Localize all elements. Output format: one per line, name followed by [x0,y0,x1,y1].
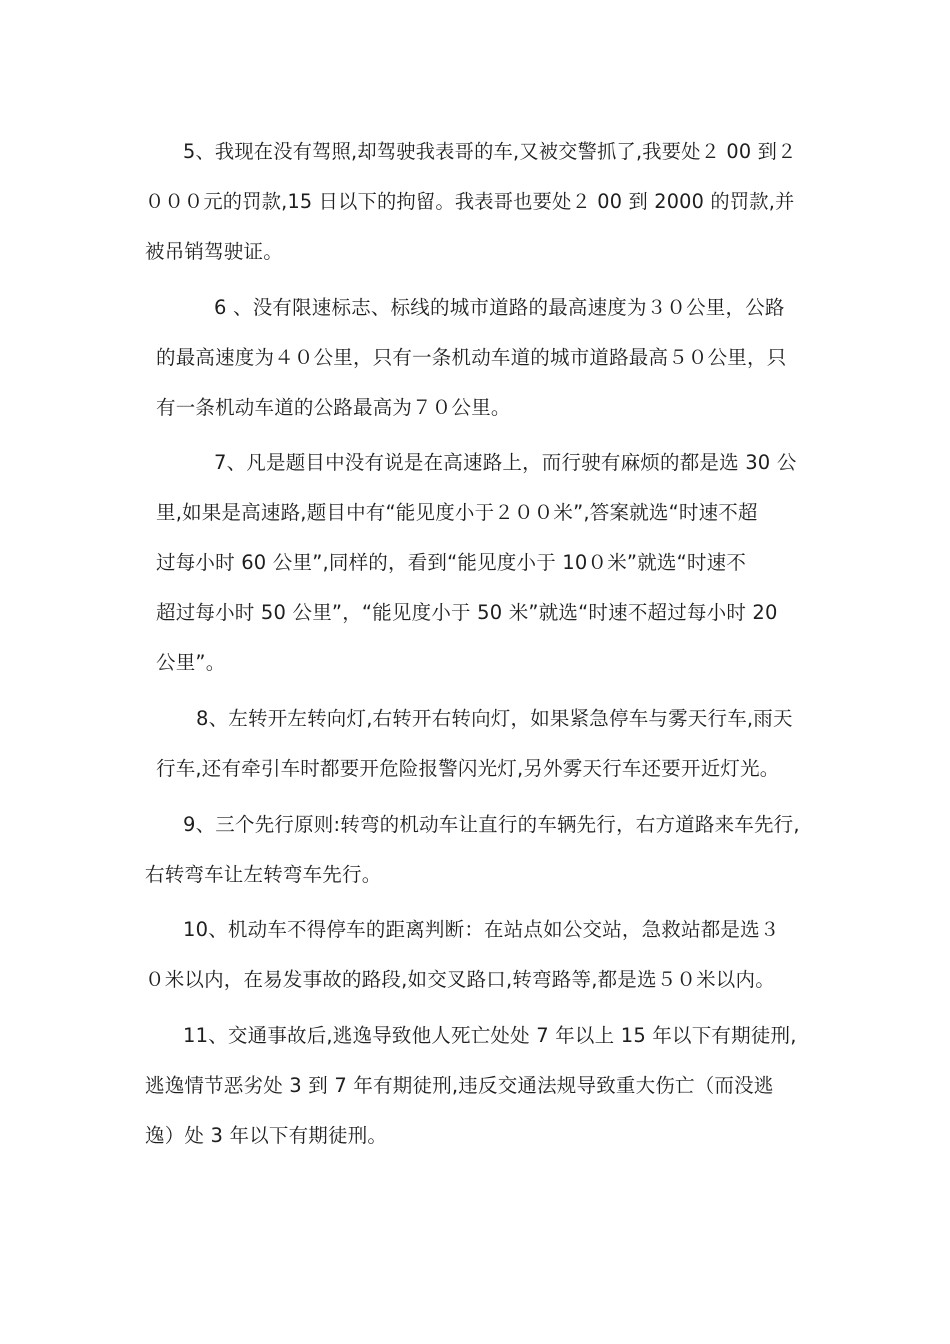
paragraph-11-line-1: 11、交通事故后,逃逸导致他人死亡处处 7 年以上 15 年以下有期徒刑, [183,1024,797,1047]
paragraph-8-line-2: 行车,还有牵引车时都要开危险报警闪光灯,另外雾天行车还要开近灯光。 [156,757,780,780]
paragraph-6-line-1: 6 、没有限速标志、标线的城市道路的最高速度为３０公里，公路 [214,296,785,319]
paragraph-8-line-1: 8、左转开左转向灯,右转开右转向灯，如果紧急停车与雾天行车,雨天 [196,707,793,730]
paragraph-5-line-1: 5、我现在没有驾照,却驾驶我表哥的车,又被交警抓了,我要处２ 00 到２ [183,140,797,163]
paragraph-6-line-3: 有一条机动车道的公路最高为７０公里。 [156,396,511,419]
paragraph-7-line-2: 里,如果是高速路,题目中有“能见度小于２００米”,答案就选“时速不超 [156,501,758,524]
paragraph-5-line-3: 被吊销驾驶证。 [145,240,283,263]
paragraph-10-line-2: ０米以内，在易发事故的路段,如交叉路口,转弯路等,都是选５０米以内。 [145,968,775,991]
paragraph-7-line-4: 超过每小时 50 公里”，“能见度小于 50 米”就选“时速不超过每小时 20 [156,601,778,624]
paragraph-6-line-2: 的最高速度为４０公里，只有一条机动车道的城市道路最高５０公里，只 [156,346,787,369]
paragraph-9-line-2: 右转弯车让左转弯车先行。 [145,863,382,886]
paragraph-10-line-1: 10、机动车不得停车的距离判断：在站点如公交站，急救站都是选３ [183,918,780,941]
paragraph-9-line-1: 9、三个先行原则:转弯的机动车让直行的车辆先行，右方道路来车先行, [183,813,800,836]
paragraph-11-line-3: 逸）处 3 年以下有期徒刑。 [145,1124,388,1147]
paragraph-7-line-1: 7、凡是题目中没有说是在高速路上，而行驶有麻烦的都是选 30 公 [214,451,797,474]
paragraph-5-line-2: ０００元的罚款,15 日以下的拘留。我表哥也要处２ 00 到 2000 的罚款,并 [145,190,795,213]
paragraph-7-line-5: 公里”。 [156,651,226,674]
paragraph-11-line-2: 逃逸情节恶劣处 3 到 7 年有期徒刑,违反交通法规导致重大伤亡（而没逃 [145,1074,774,1097]
paragraph-7-line-3: 过每小时 60 公里”,同样的，看到“能见度小于 10０米”就选“时速不 [156,551,747,574]
